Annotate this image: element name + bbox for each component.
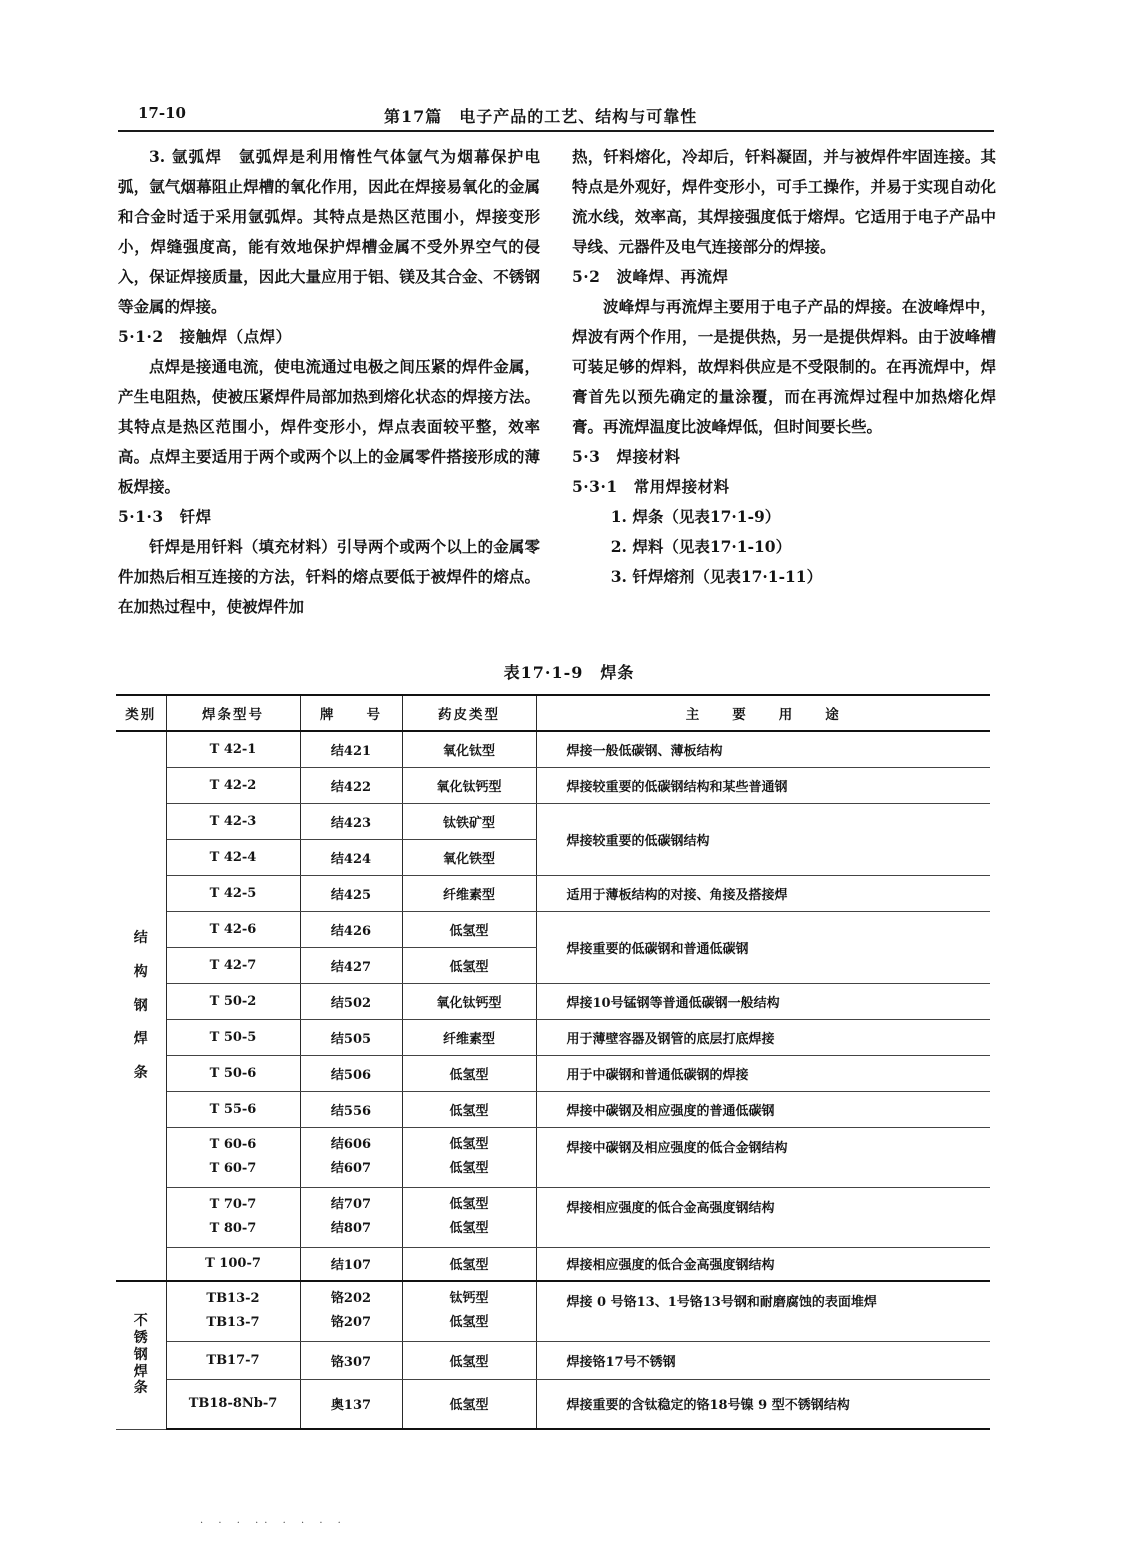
table-row <box>116 983 990 1019</box>
coating-cell: 氧化铁型 <box>402 839 536 875</box>
header-category: 类别 <box>116 695 166 731</box>
model-cell: T 42-5 <box>166 875 300 911</box>
coating-cell: 氧化钛型 <box>402 731 536 767</box>
brand-cell: 结425 <box>300 875 402 911</box>
brand-cell: 结423 <box>300 803 402 839</box>
scan-specks: · · · ·· · · · · <box>200 1518 347 1529</box>
coating-cell: 低氢型 <box>402 947 536 983</box>
model-cell: T 42-4 <box>166 839 300 875</box>
brand-cell: 结606 结607 <box>300 1127 402 1187</box>
brand-cell: 结502 <box>300 983 402 1019</box>
page-number: 17-10 <box>138 104 186 122</box>
model-cell: T 70-7 T 80-7 <box>166 1187 300 1247</box>
paragraph-brazing-continued: 热，钎料熔化，冷却后，钎料凝固，并与被焊件牢固连接。其特点是外观好，焊件变形小，可手工操作，并易于实现自动化流水线，效率高，其焊接强度低于熔焊。它适用于电子产品中导线、元器件及电气连接部分的焊接。 <box>572 147 996 256</box>
left-column <box>118 142 540 622</box>
use-cell: 焊接10号锰钢等普通低碳钢一般结构 <box>536 983 990 1019</box>
table-row <box>116 911 990 947</box>
coating-cell: 低氢型 <box>402 911 536 947</box>
use-cell: 焊接中碳钢及相应强度的普通低碳钢 <box>536 1091 990 1127</box>
running-header <box>118 104 994 130</box>
brand-cell: 结505 <box>300 1019 402 1055</box>
section-heading-5-1-2: 5·1·2 接触焊（点焊） <box>118 327 292 346</box>
model-cell: TB18-8Nb-7 <box>166 1379 300 1429</box>
brand-cell: 结421 <box>300 731 402 767</box>
table-row <box>116 1281 990 1341</box>
category-structural-steel: 结 构 钢 焊 条 <box>116 731 166 1281</box>
model-cell: T 42-6 <box>166 911 300 947</box>
table-row <box>116 803 990 839</box>
use-cell: 焊接相应强度的低合金高强度钢结构 <box>536 1247 990 1281</box>
use-cell: 用于薄壁容器及钢管的底层打底焊接 <box>536 1019 990 1055</box>
table-row <box>116 1187 990 1247</box>
table-row <box>116 1247 990 1281</box>
header-rule <box>118 130 994 132</box>
list-item-flux: 3. 钎焊熔剂（见表17·1-11） <box>610 567 823 586</box>
coating-cell: 低氢型 <box>402 1379 536 1429</box>
use-cell: 适用于薄板结构的对接、角接及搭接焊 <box>536 875 990 911</box>
table-row <box>116 767 990 803</box>
coating-cell: 纤维素型 <box>402 1019 536 1055</box>
model-cell: T 42-3 <box>166 803 300 839</box>
section-heading-5-3-1: 5·3·1 常用焊接材料 <box>572 477 730 496</box>
table-row <box>116 1055 990 1091</box>
brand-cell: 铬202 铬207 <box>300 1281 402 1341</box>
brand-cell: 结107 <box>300 1247 402 1281</box>
use-cell: 焊接中碳钢及相应强度的低合金钢结构 <box>536 1127 990 1187</box>
use-cell: 焊接较重要的低碳钢结构 <box>536 803 990 875</box>
use-cell: 焊接较重要的低碳钢结构和某些普通钢 <box>536 767 990 803</box>
model-cell: T 55-6 <box>166 1091 300 1127</box>
header-coating: 药皮类型 <box>402 695 536 731</box>
brand-cell: 结707 结807 <box>300 1187 402 1247</box>
coating-cell: 低氢型 <box>402 1247 536 1281</box>
table-row <box>116 1019 990 1055</box>
brand-cell: 结426 <box>300 911 402 947</box>
model-cell: T 42-7 <box>166 947 300 983</box>
model-cell: T 50-5 <box>166 1019 300 1055</box>
paragraph-spot-welding: 点焊是接通电流，使电流通过电极之间压紧的焊件金属，产生电阻热，使被压紧焊件局部加热到熔化状态的焊接方法。其特点是热区范围小，焊件变形小，焊点表面较平整，效率高。点焊主要适用于两个或两个以上的金属零件搭接形成的薄板焊接。 <box>118 357 540 496</box>
brand-cell: 结506 <box>300 1055 402 1091</box>
use-cell: 焊接相应强度的低合金高强度钢结构 <box>536 1187 990 1247</box>
brand-cell: 奥137 <box>300 1379 402 1429</box>
model-cell: T 50-6 <box>166 1055 300 1091</box>
model-cell: T 42-2 <box>166 767 300 803</box>
table-row <box>116 731 990 767</box>
electrode-table <box>116 694 990 1430</box>
use-cell: 焊接铬17号不锈钢 <box>536 1341 990 1379</box>
brand-cell: 结427 <box>300 947 402 983</box>
coating-cell: 低氢型 <box>402 1055 536 1091</box>
section-heading-5-1-3: 5·1·3 钎焊 <box>118 507 212 526</box>
use-cell: 焊接重要的含钛稳定的铬18号镍 9 型不锈钢结构 <box>536 1379 990 1429</box>
right-column <box>572 142 996 592</box>
header-use: 主 要 用 途 <box>536 695 990 731</box>
coating-cell: 氧化钛钙型 <box>402 767 536 803</box>
use-cell: 焊接重要的低碳钢和普通低碳钢 <box>536 911 990 983</box>
coating-cell: 低氢型 低氢型 <box>402 1187 536 1247</box>
model-cell: T 60-6 T 60-7 <box>166 1127 300 1187</box>
coating-cell: 钛钙型 低氢型 <box>402 1281 536 1341</box>
category-stainless-steel: 不 锈 钢 焊 条 <box>116 1281 166 1429</box>
list-item-solder: 2. 焊料（见表17·1-10） <box>610 537 792 556</box>
table-row <box>116 1379 990 1429</box>
coating-cell: 氧化钛钙型 <box>402 983 536 1019</box>
paragraph-argon-arc-welding: 3. 氩弧焊 氩弧焊是利用惰性气体氩气为烟幕保护电弧，氩气烟幕阻止焊槽的氧化作用，因此在焊接易氧化的金属和合金时适于采用氩弧焊。其特点是热区范围小，焊接变形小，焊缝强度高，能有效地保护焊槽金属不受外界空气的侵入，保证焊接质量，因此大量应用于铝、镁及其合金、不锈钢等金属的焊接。 <box>118 147 540 316</box>
coating-cell: 钛铁矿型 <box>402 803 536 839</box>
coating-cell: 低氢型 低氢型 <box>402 1127 536 1187</box>
model-cell: T 100-7 <box>166 1247 300 1281</box>
table-row <box>116 1091 990 1127</box>
coating-cell: 低氢型 <box>402 1341 536 1379</box>
paragraph-brazing: 钎焊是用钎料（填充材料）引导两个或两个以上的金属零件加热后相互连接的方法，钎料的熔点要低于被焊件的熔点。在加热过程中，使被焊件加 <box>118 537 540 616</box>
brand-cell: 铬307 <box>300 1341 402 1379</box>
table-header-row <box>116 695 990 731</box>
paragraph-wave-reflow: 波峰焊与再流焊主要用于电子产品的焊接。在波峰焊中，焊波有两个作用，一是提供热，另一是提供焊料。由于波峰槽可装足够的焊料，故焊料供应是不受限制的。在再流焊中，焊膏首先以预先确定的量涂覆，而在再流焊过程中加热熔化焊膏。再流焊温度比波峰焊低，但时间要长些。 <box>572 297 996 436</box>
section-heading-5-2: 5·2 波峰焊、再流焊 <box>572 267 729 286</box>
table-caption: 表17·1-9 焊条 <box>503 663 635 682</box>
coating-cell: 纤维素型 <box>402 875 536 911</box>
model-cell: TB17-7 <box>166 1341 300 1379</box>
coating-cell: 低氢型 <box>402 1091 536 1127</box>
brand-cell: 结556 <box>300 1091 402 1127</box>
header-model: 焊条型号 <box>166 695 300 731</box>
use-cell: 焊接一般低碳钢、薄板结构 <box>536 731 990 767</box>
list-item-electrode: 1. 焊条（见表17·1-9） <box>610 507 781 526</box>
table-row <box>116 875 990 911</box>
section-heading-5-3: 5·3 焊接材料 <box>572 447 681 466</box>
model-cell: TB13-2 TB13-7 <box>166 1281 300 1341</box>
table-row <box>116 1127 990 1187</box>
header-brand: 牌 号 <box>300 695 402 731</box>
part-title: 第17篇 电子产品的工艺、结构与可靠性 <box>384 107 698 126</box>
brand-cell: 结424 <box>300 839 402 875</box>
use-cell: 用于中碳钢和普通低碳钢的焊接 <box>536 1055 990 1091</box>
model-cell: T 42-1 <box>166 731 300 767</box>
brand-cell: 结422 <box>300 767 402 803</box>
table-row <box>116 1341 990 1379</box>
model-cell: T 50-2 <box>166 983 300 1019</box>
use-cell: 焊接 0 号铬13、1号铬13号钢和耐磨腐蚀的表面堆焊 <box>536 1281 990 1341</box>
